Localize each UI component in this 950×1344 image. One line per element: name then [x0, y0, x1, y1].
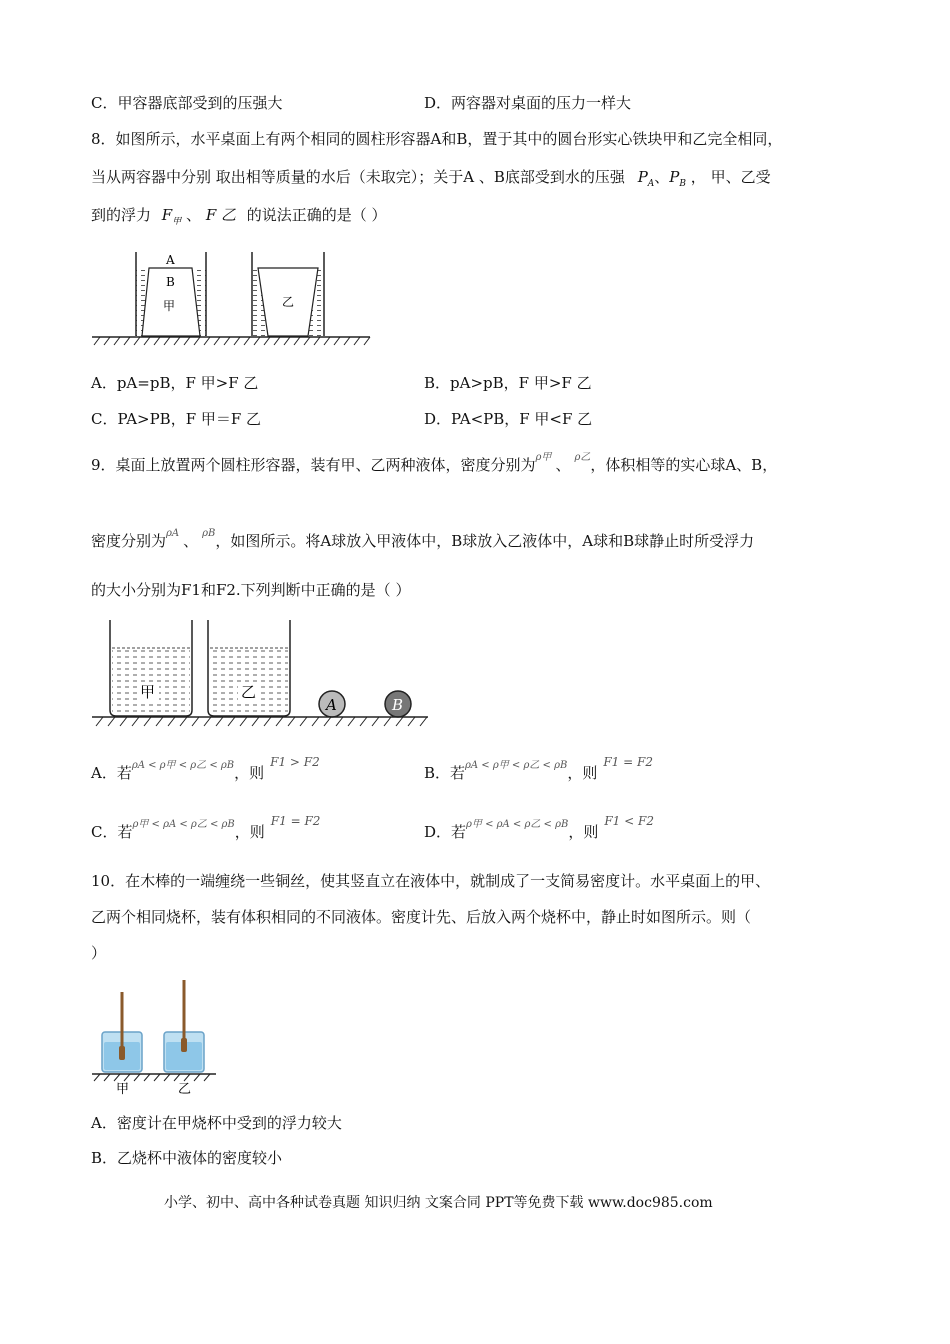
q8-stem-line2-text: 当从两容器中分别 取出相等质量的水后（未取完）；关于A 、B底部受到水的压强: [91, 168, 625, 186]
q9-option-d: [424, 814, 654, 845]
q8-stem-line2: [91, 167, 771, 194]
q8-option-c: C．PA>PB，F 甲＝F 乙: [91, 410, 262, 428]
q8-stem-line3-end: 的说法正确的是（ ）: [246, 206, 387, 224]
q9-option-d-mid: ，则: [568, 823, 599, 841]
q9-option-c-result: F1 = F2: [270, 814, 321, 828]
q10-figure: [92, 978, 222, 1096]
q8-stem-line3-text: 到的浮力: [91, 206, 152, 224]
q9-stem-line1-text: 9．桌面上放置两个圆柱形容器，装有甲、乙两种液体，密度分别为: [91, 456, 536, 474]
q9-figure: [92, 618, 432, 730]
q9-stem-line3: 的大小分别为F1和F2.下列判断中正确的是（ ）: [91, 581, 411, 599]
q9-option-b-prefix: B．若: [424, 764, 466, 782]
q9-sep1: 、: [555, 456, 571, 474]
q8-pb: $P_B$: [669, 168, 687, 189]
q9-label-yi: 乙: [241, 683, 257, 701]
q8-sep2: 、: [186, 206, 202, 224]
q9-option-c: [91, 814, 321, 845]
q9-stem-line2: [91, 528, 755, 554]
q9-option-a-result: F1 > F2: [270, 755, 320, 769]
q9-option-b: [424, 755, 653, 786]
q8-pa: $P_A$: [637, 168, 655, 189]
q8-label-jia: 甲: [163, 299, 176, 313]
q9-ball-a-label: A: [326, 696, 337, 714]
q8-option-d: D．PA<PB，F 甲<F 乙: [424, 410, 593, 428]
q10-option-a: A．密度计在甲烧杯中受到的浮力较大: [91, 1114, 342, 1132]
q8-figure: [92, 248, 372, 348]
q9-stem-line1-end: ，体积相等的实心球A、B，: [590, 456, 778, 474]
q10-stem-line1: 10．在木棒的一端缠绕一些铜丝，使其竖直立在液体中，就制成了一支简易密度计。水平桌面上的甲、: [91, 872, 771, 890]
q8-stem-line3: [91, 205, 387, 232]
q9-rho-a: ρA: [166, 528, 180, 539]
q8-stem-line2-end: ， 甲、乙受: [690, 168, 771, 186]
q9-stem-line1: [91, 452, 778, 478]
q9-ball-b-label: B: [392, 696, 404, 714]
q8-f-jia: $F_甲$: [161, 206, 182, 227]
q9-option-d-prefix: D．若: [424, 823, 467, 841]
q9-liquid-jia: [112, 648, 190, 714]
q9-rho-jia: ρ甲: [535, 452, 552, 463]
q10-stem-line2: 乙两个相同烧杯，装有体积相同的不同液体。密度计先、后放入两个烧杯中，静止时如图所示。则（: [91, 908, 752, 926]
q8-option-b: B．pA>pB，F 甲>F 乙: [424, 374, 592, 392]
q8-f-yi: F 乙: [205, 206, 236, 224]
q7-option-c: C．甲容器底部受到的压强大: [91, 94, 283, 112]
q8-stem-line1: 8．如图所示，水平桌面上有两个相同的圆柱形容器A和B，置于其中的圆台形实心铁块甲和乙完全相同，: [91, 130, 783, 148]
q9-liquid-yi: [210, 648, 288, 714]
q9-rho-yi: ρ乙: [574, 452, 591, 463]
q8-label-b: B: [166, 275, 175, 289]
q9-option-b-condition: ρA < ρ甲 < ρ乙 < ρB: [465, 760, 568, 771]
q9-sep2: 、: [183, 532, 199, 550]
q9-option-a-condition: ρA < ρ甲 < ρ乙 < ρB: [131, 760, 235, 771]
q9-option-c-mid: ，则: [234, 823, 265, 841]
q7-option-d: D．两容器对桌面的压力一样大: [424, 94, 632, 112]
q8-label-a: A: [166, 253, 175, 267]
q10-label-jia: 甲: [116, 1082, 130, 1097]
q9-option-c-prefix: C．若: [91, 823, 133, 841]
q9-option-b-mid: ，则: [567, 764, 598, 782]
q9-option-a: [91, 755, 320, 786]
page-footer: 小学、初中、高中各种试卷真题 知识归纳 文案合同 PPT等免费下载 www.doc985.com: [164, 1195, 713, 1211]
q10-option-b: B．乙烧杯中液体的密度较小: [91, 1149, 283, 1167]
q10-label-yi: 乙: [178, 1082, 192, 1097]
q9-option-d-condition: ρ甲 < ρA < ρ乙 < ρB: [466, 819, 569, 830]
q9-option-a-prefix: A．若: [91, 764, 132, 782]
q9-option-c-condition: ρ甲 < ρA < ρ乙 < ρB: [132, 819, 235, 830]
q9-option-d-result: F1 < F2: [604, 814, 654, 828]
q9-rho-b: ρB: [202, 528, 216, 539]
q9-option-b-result: F1 = F2: [603, 755, 653, 769]
q9-stem-line2-text: 密度分别为: [91, 532, 167, 550]
q9-stem-line2-end: ，如图所示。将A球放入甲液体中，B球放入乙液体中，A球和B球静止时所受浮力: [215, 532, 755, 550]
q9-option-a-mid: ，则: [234, 764, 265, 782]
q8-sep: 、: [654, 168, 670, 186]
q8-option-a: A．pA=pB，F 甲>F 乙: [91, 374, 259, 392]
q10-stem-line3: ）: [91, 944, 107, 962]
q9-label-jia: 甲: [140, 683, 156, 701]
q8-label-yi: 乙: [282, 295, 295, 309]
